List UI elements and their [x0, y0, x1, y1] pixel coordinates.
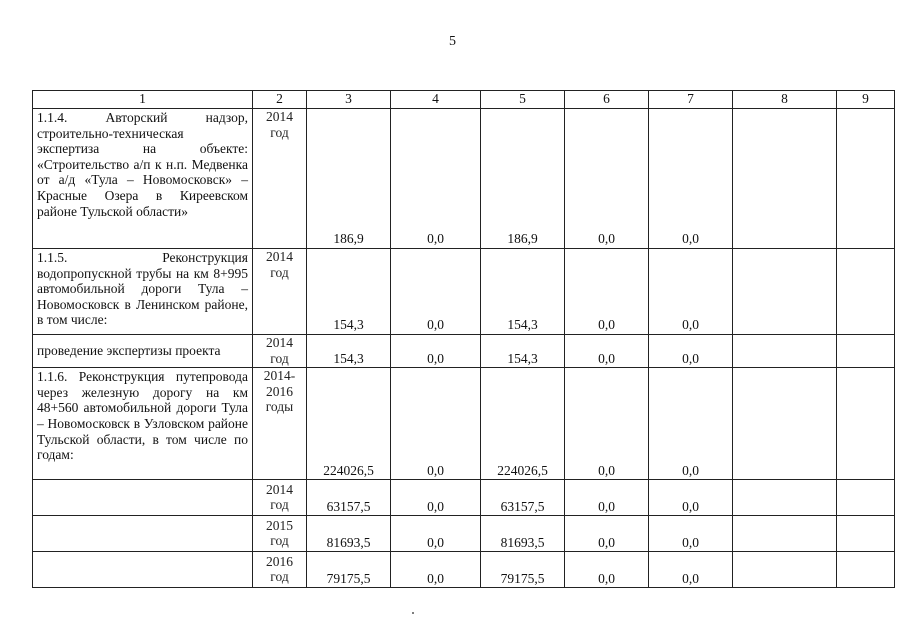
budget-table [32, 90, 895, 588]
value-cell [837, 516, 895, 552]
header-cell: 2 [253, 91, 307, 109]
value-cell: 81693,5 [481, 516, 565, 552]
value-cell [733, 480, 837, 516]
row-description [33, 480, 253, 516]
table-row [33, 552, 895, 588]
value-cell [837, 335, 895, 368]
table-row [33, 249, 895, 335]
row-period: 2014 год [253, 480, 307, 516]
table-row [33, 368, 895, 480]
value-cell: 63157,5 [481, 480, 565, 516]
header-cell: 1 [33, 91, 253, 109]
row-period: 2014 год [253, 335, 307, 368]
row-description: 1.1.5. Реконструкция водопропускной трубы на км 8+995 автомобильной дороги Тула – Новомосковск в Ленинском районе, в том числе: [33, 249, 253, 335]
header-cell: 7 [649, 91, 733, 109]
table-row [33, 335, 895, 368]
value-cell [733, 109, 837, 249]
value-cell: 0,0 [391, 249, 481, 335]
value-cell [733, 249, 837, 335]
row-period: 2014 год [253, 249, 307, 335]
value-cell [837, 368, 895, 480]
header-cell: 8 [733, 91, 837, 109]
table-row [33, 109, 895, 249]
row-description [33, 552, 253, 588]
table-row [33, 516, 895, 552]
value-cell [837, 249, 895, 335]
value-cell: 154,3 [307, 335, 391, 368]
value-cell: 0,0 [391, 480, 481, 516]
value-cell: 0,0 [565, 516, 649, 552]
value-cell [733, 552, 837, 588]
value-cell: 224026,5 [307, 368, 391, 480]
value-cell: 0,0 [391, 335, 481, 368]
header-cell: 4 [391, 91, 481, 109]
value-cell: 0,0 [565, 335, 649, 368]
value-cell: 154,3 [307, 249, 391, 335]
row-description [33, 516, 253, 552]
page-number: 5 [449, 34, 456, 49]
value-cell: 81693,5 [307, 516, 391, 552]
header-cell: 9 [837, 91, 895, 109]
value-cell: 0,0 [649, 249, 733, 335]
row-description: 1.1.6. Реконструкция путепровода через железную дорогу на км 48+560 автомобильной дороги Тула – Новомосковск в Узловском районе Тульской области, в том числе по годам: [33, 368, 253, 480]
value-cell [837, 480, 895, 516]
scan-speck [412, 612, 414, 614]
row-period: 2014 год [253, 109, 307, 249]
row-description: проведение экспертизы проекта [33, 335, 253, 368]
value-cell [733, 368, 837, 480]
header-cell: 6 [565, 91, 649, 109]
value-cell: 0,0 [649, 109, 733, 249]
value-cell: 0,0 [565, 249, 649, 335]
value-cell: 0,0 [649, 335, 733, 368]
row-period: 2015 год [253, 516, 307, 552]
value-cell: 79175,5 [481, 552, 565, 588]
value-cell: 0,0 [649, 480, 733, 516]
value-cell: 63157,5 [307, 480, 391, 516]
value-cell: 0,0 [391, 109, 481, 249]
value-cell [837, 109, 895, 249]
header-cell: 5 [481, 91, 565, 109]
value-cell: 154,3 [481, 249, 565, 335]
value-cell: 0,0 [649, 552, 733, 588]
value-cell: 0,0 [565, 552, 649, 588]
value-cell: 79175,5 [307, 552, 391, 588]
value-cell: 154,3 [481, 335, 565, 368]
value-cell: 224026,5 [481, 368, 565, 480]
value-cell [837, 552, 895, 588]
table-row [33, 480, 895, 516]
value-cell: 0,0 [649, 368, 733, 480]
value-cell: 0,0 [565, 109, 649, 249]
row-period: 2014-2016 годы [253, 368, 307, 480]
row-description: 1.1.4. Авторский надзор, строительно-техническая экспертиза на объекте: «Строительство а/п к н.п. Медвенка от а/д «Тула – Новомосковск» – Красные Озера в Киреевском районе Тульской области» [33, 109, 253, 249]
value-cell [733, 516, 837, 552]
header-cell: 3 [307, 91, 391, 109]
value-cell [733, 335, 837, 368]
table-header-row [33, 91, 895, 109]
value-cell: 0,0 [391, 552, 481, 588]
value-cell: 186,9 [307, 109, 391, 249]
value-cell: 186,9 [481, 109, 565, 249]
value-cell: 0,0 [649, 516, 733, 552]
value-cell: 0,0 [565, 368, 649, 480]
value-cell: 0,0 [391, 516, 481, 552]
value-cell: 0,0 [565, 480, 649, 516]
value-cell: 0,0 [391, 368, 481, 480]
row-period: 2016 год [253, 552, 307, 588]
